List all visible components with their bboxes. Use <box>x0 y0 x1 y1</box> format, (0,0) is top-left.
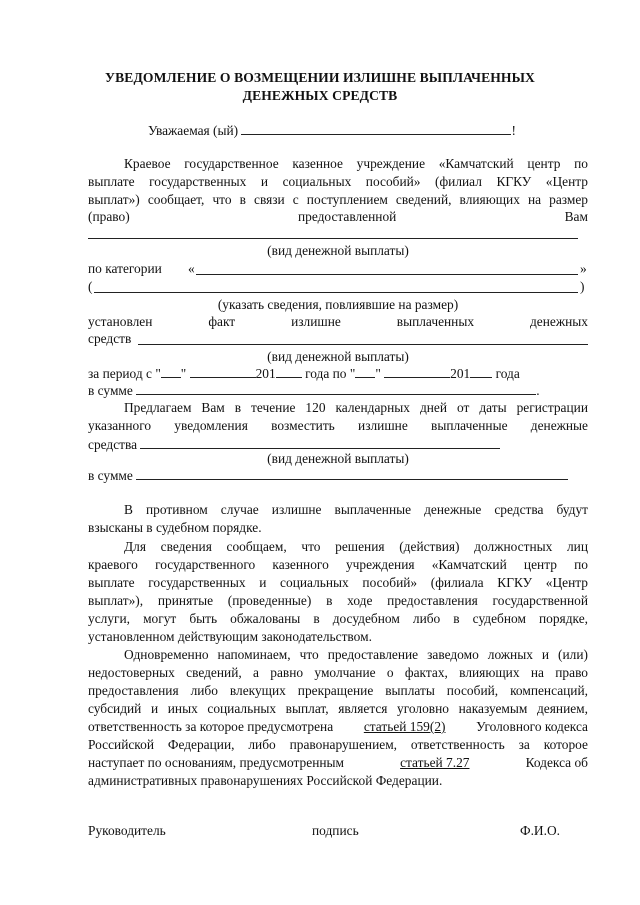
period-from-label: за период с " <box>88 366 161 381</box>
para5-line3: предоставления либо влекущих прекращение выплаты пособий, компенсаций, <box>88 683 588 698</box>
caption-payment-type-2: (вид денежной выплаты) <box>267 349 409 364</box>
period-to-month-blank <box>384 365 450 378</box>
caption-payment-type-1: (вид денежной выплаты) <box>267 243 409 258</box>
signature-head: Руководитель <box>88 823 166 838</box>
para1-line1: Краевое государственное казенное учреждение «Камчатский центр по <box>124 156 588 171</box>
article-159-2-link[interactable]: статьей 159(2) <box>363 719 446 734</box>
para4-line2: краевого государственного казенного учреждения «Камчатский центр по <box>88 557 588 572</box>
para2-line1: Предлагаем Вам в течение 120 календарных дней от даты регистрации <box>124 400 588 415</box>
word-fakt: факт <box>208 314 236 329</box>
para5-line7-end: Кодекса об <box>525 755 588 770</box>
recipient-name-blank <box>241 122 511 135</box>
summa-line-2 <box>88 467 568 484</box>
signature-fio: Ф.И.О. <box>520 823 560 838</box>
svedeniya-blank <box>94 292 578 293</box>
period-from-year-blank <box>276 365 302 378</box>
word-pravo: (право) <box>88 209 130 224</box>
word-sredstva: средства <box>88 437 138 452</box>
word-vam: Вам <box>564 209 588 224</box>
word-sredstv: средств <box>88 331 132 346</box>
para5-line6: Российской Федерации, либо правонарушением, ответственность за которое <box>88 737 588 752</box>
para1-line2: выплате государственных и социальных пособий» (филиал КГКУ «Центр <box>88 174 588 189</box>
para2-line2: указанного уведомления возместить излишне выплаченные денежные <box>88 418 588 433</box>
payment-type-line-1 <box>88 238 578 239</box>
para1-line4 <box>88 209 588 225</box>
period-from-year-prefix: 201 <box>255 366 276 381</box>
para5-line5-start: ответственность за которое предусмотрена <box>88 719 334 734</box>
word-izlishne: излишне <box>291 314 341 329</box>
summa-dot: . <box>536 383 540 398</box>
return-payment-blank <box>140 436 500 449</box>
para4-line4: выплат»), принятые (проведенные) в ходе предоставления государственной <box>88 593 588 608</box>
summa-line-1 <box>88 382 540 399</box>
category-label: по категории <box>88 261 162 276</box>
para4-line5: услуги, могут быть обжалованы в досудебном либо в судебном порядке, <box>88 611 588 626</box>
period-from-quote: " <box>180 366 187 381</box>
summa-blank-1 <box>136 382 536 395</box>
period-to-year-prefix: 201 <box>450 366 471 381</box>
word-ustanovlen: установлен <box>88 314 153 329</box>
para5-line5 <box>88 719 588 735</box>
greeting-exclamation: ! <box>511 123 516 138</box>
period-from-month-blank <box>190 365 256 378</box>
svedeniya-close-paren: ) <box>580 279 585 294</box>
category-blank <box>196 274 578 275</box>
para5-line1: Одновременно напоминаем, что предоставление заведомо ложных и (или) <box>124 647 588 662</box>
caption-svedeniya: (указать сведения, повлиявшие на размер) <box>217 297 459 312</box>
period-to-year-blank <box>470 365 492 378</box>
para3-line1: В противном случае излишне выплаченные денежные средства будут <box>124 502 588 517</box>
para5-line8: административных правонарушениях Российской Федерации. <box>88 773 443 788</box>
word-predostavlennoy: предоставленной <box>297 209 397 224</box>
summa-label-1: в сумме <box>88 383 133 398</box>
summa-blank-2 <box>136 467 568 480</box>
greeting <box>148 122 516 139</box>
period-to-goda: года <box>495 366 520 381</box>
para5-line7-start: наступает по основаниям, предусмотренным <box>88 755 344 770</box>
document-title-line-1: УВЕДОМЛЕНИЕ О ВОЗМЕЩЕНИИ ИЗЛИШНЕ ВЫПЛАЧЕННЫХ <box>105 70 535 85</box>
ustanovlen-line <box>88 314 588 330</box>
caption-payment-type-3: (вид денежной выплаты) <box>267 451 409 466</box>
summa-label-2: в сумме <box>88 468 133 483</box>
word-denezhnykh: денежных <box>529 314 588 329</box>
category-close-quote: » <box>580 261 587 276</box>
period-line <box>88 365 588 382</box>
word-vyplachennykh: выплаченных <box>396 314 475 329</box>
para4-line1: Для сведения сообщаем, что решения (действия) должностных лиц <box>124 539 588 554</box>
para5-line4: субсидий и иных социальных выплат, является уголовно наказуемым деянием, <box>88 701 588 716</box>
article-7-27-link[interactable]: статьей 7.27 <box>400 755 470 770</box>
para1-line3: выплат») сообщает, что в связи с поступлением сведений, влияющих на размер <box>88 192 588 207</box>
para5-line7 <box>88 755 588 771</box>
period-from-day-blank <box>161 365 181 378</box>
signature-sign: подпись <box>312 823 359 838</box>
para3-line2: взысканы в судебном порядке. <box>88 520 262 535</box>
para4-line3: выплате государственных и социальных пособий» (филиала КГКУ «Центр <box>88 575 588 590</box>
category-open-quote: « <box>188 261 195 276</box>
para4-line6: установленном действующим законодательством. <box>88 629 372 644</box>
para5-line2: недостоверных сведений, а равно умолчание о фактах, влияющих на право <box>88 665 588 680</box>
period-to-label: года по " <box>305 366 356 381</box>
period-to-day-blank <box>355 365 375 378</box>
payment-type-line-2 <box>138 344 588 345</box>
document-title-line-2: ДЕНЕЖНЫХ СРЕДСТВ <box>242 88 398 103</box>
para5-line5-end: Уголовного кодекса <box>476 719 588 734</box>
period-to-quote: " <box>375 366 381 381</box>
greeting-text: Уважаемая (ый) <box>148 123 239 138</box>
svedeniya-open-paren: ( <box>88 279 93 294</box>
